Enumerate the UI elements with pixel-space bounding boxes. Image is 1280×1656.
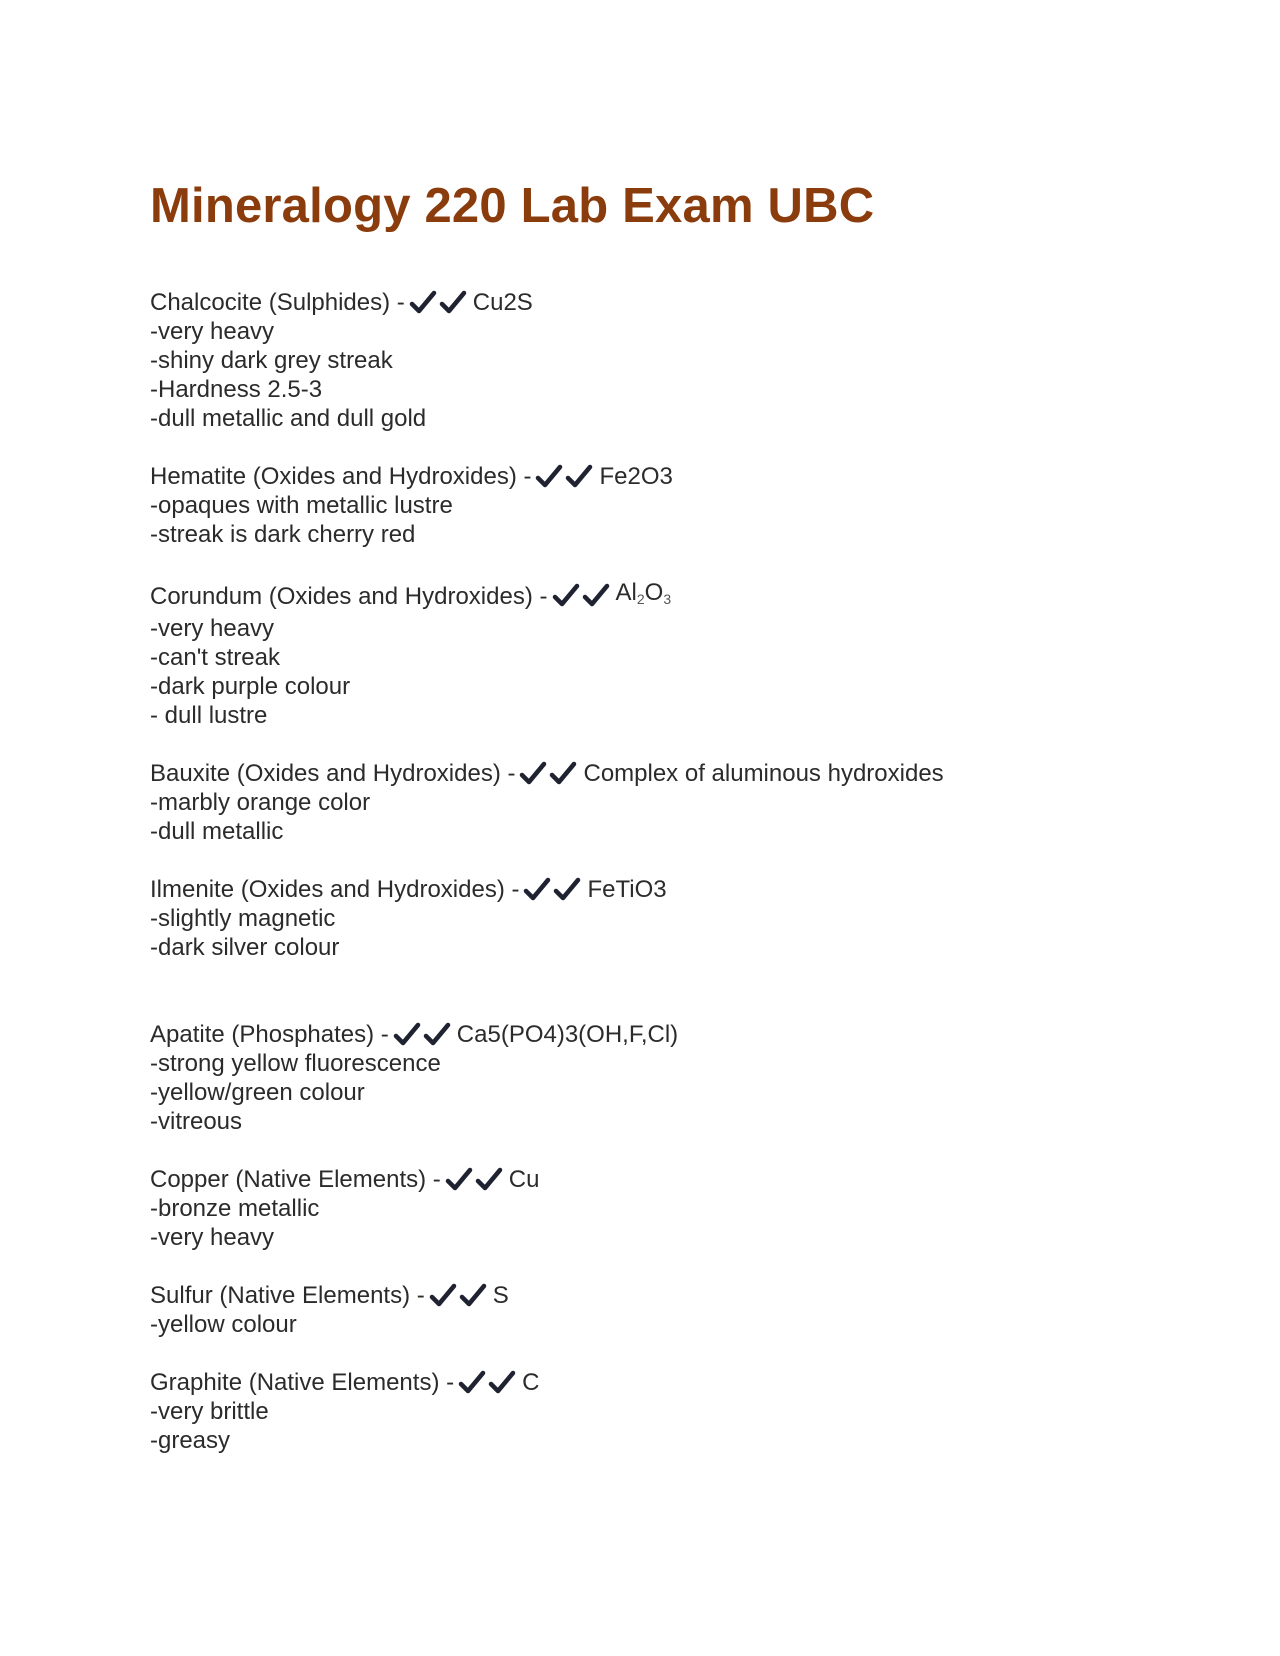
entry-heading — [150, 578, 1190, 614]
check-icon — [535, 464, 565, 490]
detail-line: -Hardness 2.5-3 — [150, 376, 323, 403]
entry-heading — [150, 1368, 1190, 1397]
chemical-formula: FeTiO3 — [587, 876, 667, 903]
mineral-name: Bauxite (Oxides and Hydroxides) - — [150, 760, 516, 787]
entry-heading — [150, 1020, 1190, 1049]
entry-heading — [150, 288, 1190, 317]
double-check — [535, 464, 595, 490]
double-check — [523, 877, 583, 903]
check-icon — [549, 761, 579, 787]
chemical-formula: C — [522, 1369, 540, 1396]
mineral-name: Ilmenite (Oxides and Hydroxides) - — [150, 876, 520, 903]
chemical-formula: $Al_2O_3$ — [615, 579, 672, 607]
document-page — [150, 176, 1190, 1484]
mineral-entry-sulfur — [150, 1281, 1190, 1339]
detail-line: -dull metallic and dull gold — [150, 405, 427, 432]
entry-heading — [150, 462, 1190, 491]
mineral-entry-apatite — [150, 1020, 1190, 1136]
double-check — [552, 583, 612, 609]
detail-line: -very heavy — [150, 318, 275, 345]
check-icon — [582, 583, 612, 609]
check-icon — [565, 464, 595, 490]
detail-line: -vitreous — [150, 1108, 243, 1135]
detail-line: -opaques with metallic lustre — [150, 492, 453, 519]
double-check — [429, 1283, 489, 1309]
check-icon — [553, 877, 583, 903]
page-title: Mineralogy 220 Lab Exam UBC — [150, 179, 875, 233]
entry-heading — [150, 759, 1190, 788]
detail-line: -slightly magnetic — [150, 905, 336, 932]
detail-line: - dull lustre — [150, 702, 268, 729]
mineral-entry-bauxite — [150, 759, 1190, 846]
detail-line: -yellow/green colour — [150, 1079, 365, 1106]
check-icon — [552, 583, 582, 609]
check-icon — [445, 1167, 475, 1193]
mineral-name: Apatite (Phosphates) - — [150, 1021, 389, 1048]
detail-line: -dark purple colour — [150, 673, 351, 700]
mineral-name: Chalcocite (Sulphides) - — [150, 289, 405, 316]
mineral-name: Sulfur (Native Elements) - — [150, 1282, 425, 1309]
detail-line: -can't streak — [150, 644, 280, 671]
mineral-list — [150, 288, 1190, 1455]
chemical-formula: Fe2O3 — [599, 463, 673, 490]
mineral-entry-ilmenite — [150, 875, 1190, 962]
mineral-name: Corundum (Oxides and Hydroxides) - — [150, 582, 548, 610]
mineral-name: Copper (Native Elements) - — [150, 1166, 441, 1193]
detail-line: -dull metallic — [150, 818, 284, 845]
double-check — [445, 1167, 505, 1193]
check-icon — [459, 1283, 489, 1309]
detail-line: -very heavy — [150, 615, 275, 642]
check-icon — [458, 1370, 488, 1396]
mineral-entry-copper — [150, 1165, 1190, 1252]
double-check — [519, 761, 579, 787]
chemical-formula: Cu — [508, 1166, 540, 1193]
mineral-name: Hematite (Oxides and Hydroxides) - — [150, 463, 532, 490]
check-icon — [423, 1022, 453, 1048]
detail-line: -yellow colour — [150, 1311, 297, 1338]
entry-heading — [150, 875, 1190, 904]
detail-line: -shiny dark grey streak — [150, 347, 393, 374]
detail-line: -very heavy — [150, 1224, 275, 1251]
chemical-formula: Cu2S — [472, 289, 533, 316]
detail-line: -greasy — [150, 1427, 231, 1454]
mineral-entry-corundum — [150, 578, 1190, 730]
detail-line: -streak is dark cherry red — [150, 521, 416, 548]
check-icon — [429, 1283, 459, 1309]
chemical-formula: Complex of aluminous hydroxides — [583, 760, 944, 787]
double-check — [409, 290, 469, 316]
check-icon — [475, 1167, 505, 1193]
chemical-formula: Ca5(PO4)3(OH,F,Cl) — [456, 1021, 679, 1048]
entry-heading — [150, 1281, 1190, 1310]
mineral-entry-graphite — [150, 1368, 1190, 1455]
detail-line: -bronze metallic — [150, 1195, 320, 1222]
check-icon — [519, 761, 549, 787]
check-icon — [409, 290, 439, 316]
check-icon — [393, 1022, 423, 1048]
detail-line: -marbly orange color — [150, 789, 371, 816]
check-icon — [488, 1370, 518, 1396]
double-check — [393, 1022, 453, 1048]
check-icon — [439, 290, 469, 316]
check-icon — [523, 877, 553, 903]
mineral-entry-chalcocite — [150, 288, 1190, 433]
double-check — [458, 1370, 518, 1396]
detail-line: -dark silver colour — [150, 934, 340, 961]
mineral-name: Graphite (Native Elements) - — [150, 1369, 455, 1396]
entry-heading — [150, 1165, 1190, 1194]
mineral-entry-hematite — [150, 462, 1190, 549]
chemical-formula: S — [492, 1282, 509, 1309]
detail-line: -very brittle — [150, 1398, 269, 1425]
detail-line: -strong yellow fluorescence — [150, 1050, 441, 1077]
